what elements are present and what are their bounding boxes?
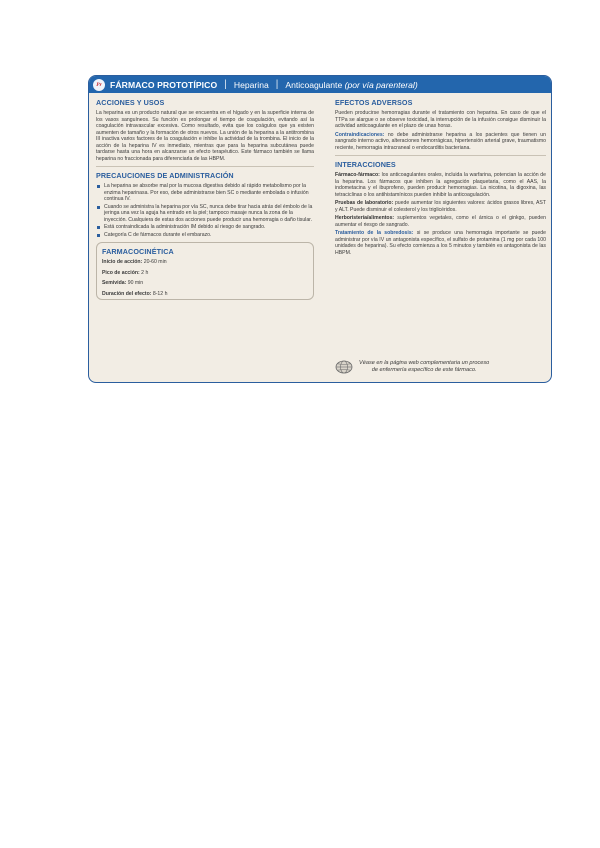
pk-row [102, 278, 308, 289]
web-note-line-2: de enfermería específico de este fármaco. [371, 367, 477, 373]
interaccion-paragraph [335, 215, 546, 228]
card-title: FÁRMACO PROTOTÍPICO [110, 79, 218, 90]
interaccion-label: Herboristería/alimentos: [335, 215, 395, 221]
web-note-line-1: Véase en la página web complementaria un proceso [359, 360, 490, 366]
sobredosis-paragraph [335, 230, 546, 256]
left-column [96, 98, 314, 300]
pk-row [102, 289, 308, 300]
drug-route: (por vía parenteral) [344, 79, 418, 90]
interaccion-label: Fármaco-fármaco: [335, 172, 380, 178]
prototype-logo-icon [93, 79, 105, 91]
sobredosis-label: Tratamiento de la sobredosis: [335, 230, 414, 236]
interaccion-label: Pruebas de laboratorio: [335, 200, 394, 206]
pk-label: Semivida: [102, 280, 127, 286]
interaccion-text: puede aumentar los siguientes valores: ácidos grasos libres, AST y ALT. Puede disminuir el colesterol y los triglicéridos. [335, 200, 546, 213]
interaccion-paragraph [335, 172, 546, 198]
interaccion-text: suplementos vegetales, como el árnica o el ginkgo, pueden aumentar el riesgo de sangrado. [335, 215, 546, 228]
section-title-interacciones: INTERACCIONES [335, 160, 396, 169]
pk-value: 2 h [141, 269, 149, 276]
contraindicaciones-paragraph [335, 132, 546, 152]
list-item: Cuando se administra la heparina por vía SC, nunca debe tirar hacia atrás del émbolo de la jeringa una vez la aguja ha entrado en la piel; tampoco masaje nunca la zona de la inyección. Cualquiera de estas dos acciones puede producir una hemorragia o daño tisular. [96, 204, 314, 224]
section-title-efectos: EFECTOS ADVERSOS [335, 98, 413, 107]
pk-row [102, 257, 308, 268]
divider [335, 155, 546, 156]
precauciones-list [96, 183, 314, 238]
list-item: Categoría C de fármacos durante el embarazo. [96, 232, 314, 239]
card-header [89, 76, 551, 93]
section-title-acciones: ACCIONES Y USOS [96, 98, 165, 107]
drug-class: Anticoagulante [285, 79, 343, 90]
pk-value: 20-60 min [143, 259, 167, 265]
web-note-text [359, 360, 489, 374]
section-title-farmacocinetica: FARMACOCINÉTICA [102, 247, 174, 256]
header-separator-2: | [275, 79, 279, 90]
prototype-drug-card [88, 75, 552, 383]
pk-row [102, 268, 308, 279]
web-companion-note [335, 360, 546, 374]
drug-name: Heparina [233, 79, 269, 90]
list-item: La heparina se absorbe mal por la mucosa digestiva debido al rápido metabolismo por la enzima heparinasa. Por eso, debe administrarse bien SC o mediante embolada o infusión continua IV. [96, 183, 314, 203]
acciones-text: La heparina es un producto natural que se encuentra en el hígado y en la superficie interna de los vasos sanguíneos. Su función es prolongar el tiempo de coagulación, evitando así la coagulación intravascular excesiva. Como resultado, evita que los coágulos que ya existen aumenten de tamaño y la formación de otros nuevos. La unión de la heparina a la antitrombina III inactiva varios factores de la coagulación e inhibe la actividad de la trombina. El inicio de la acción de la heparina IV es inmediato, mientras que para la heparina subcutánea puede tardarse hasta una hora en alcanzarse un efecto terapéutico. Este fármaco también se llama heparina no fraccionada para diferenciarla de las HBPM. [96, 110, 314, 162]
pk-value: 90 min [127, 280, 144, 286]
pk-label: Pico de acción: [102, 269, 140, 276]
contraindicaciones-label: Contraindicaciones: [335, 131, 385, 138]
interaccion-paragraph [335, 200, 546, 213]
section-title-precauciones: PRECAUCIONES DE ADMINISTRACIÓN [96, 171, 234, 180]
logo-text: Pr [96, 81, 102, 88]
header-separator-1: | [224, 79, 227, 90]
interaccion-text: los anticoagulantes orales, incluida la warfarina, potencian la acción de la heparina. Los fármacos que inhiben la agregación plaquetaria, como el AAS, la indometacina y el ibuprofeno, pueden producir hemorragias. La nicotina, la digoxina, las tetraciclinas o los antihistamínicos pueden inhibir la anticoagulación. [335, 172, 546, 198]
globe-web-icon [335, 360, 353, 374]
list-item: Está contraindicada la administración IM debido al riesgo de sangrado. [96, 224, 314, 231]
pk-value: 8-12 h [152, 290, 168, 297]
pharmacokinetics-box [96, 242, 314, 300]
right-column [335, 98, 546, 256]
divider [96, 166, 314, 167]
pk-label: Inicio de acción: [102, 259, 143, 265]
sobredosis-text: si se produce una hemorragia importante se puede administrar por vía IV un antagonista específico, el sulfato de protamina (1 mg por cada 100 unidades de heparina). Su efecto comienza a los 5 minutos y también es antagonista de las HBPM. [335, 230, 546, 256]
contraindicaciones-text: no debe administrarse heparina a los pacientes que tienen un sangrado interno activo, alteraciones hemorrágicas, hipertensión arterial grave, traumatismo reciente, hemorragia intracraneal o endocarditis bacteriana. [335, 131, 546, 151]
efectos-text: Pueden producirse hemorragias durante el tratamiento con heparina. En caso de que el TTPa se alargue o se observe toxicidad, la interrupción de la infusión consigue disminuir la actividad anticoagulante en el plazo de unas horas. [335, 110, 546, 129]
pk-label: Duración del efecto: [102, 290, 152, 297]
